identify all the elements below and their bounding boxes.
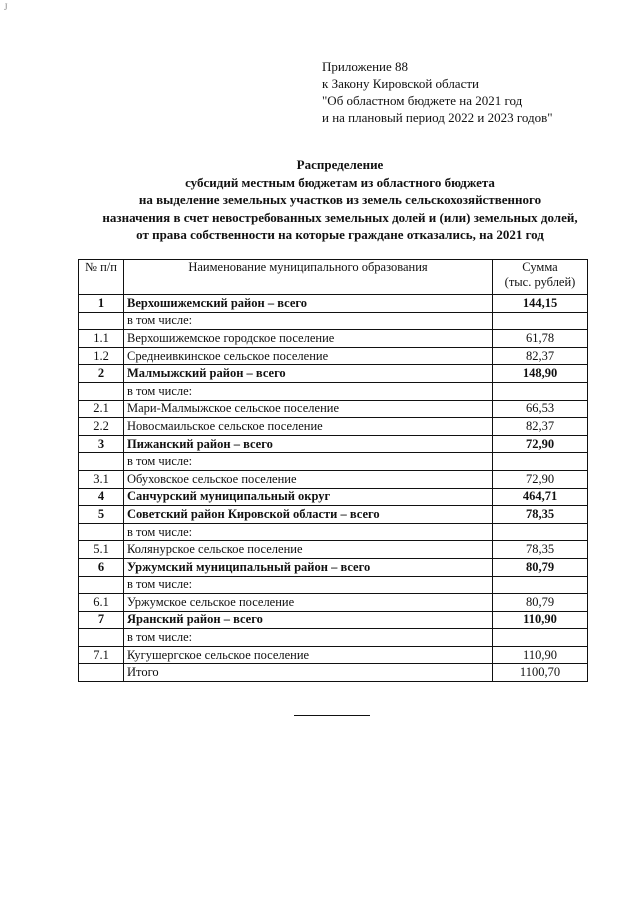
- row-sum: [493, 576, 588, 594]
- row-number: [79, 523, 124, 541]
- row-municipality: Мари-Малмыжское сельское поселение: [124, 400, 493, 418]
- row-number: 5: [79, 506, 124, 524]
- row-municipality: в том числе:: [124, 523, 493, 541]
- row-number: 6.1: [79, 594, 124, 612]
- row-sum: 78,35: [493, 541, 588, 559]
- title-line-5: от права собственности на которые граждане отказались, на 2021 год: [136, 227, 544, 242]
- row-sum: [493, 523, 588, 541]
- table-row: [79, 382, 588, 400]
- row-municipality: в том числе:: [124, 576, 493, 594]
- document-title: [60, 156, 620, 244]
- row-number: [79, 312, 124, 330]
- row-sum: 110,90: [493, 611, 588, 629]
- row-number: [79, 629, 124, 647]
- table-row: [79, 558, 588, 576]
- row-sum: 110,90: [493, 646, 588, 664]
- row-sum: 80,79: [493, 594, 588, 612]
- table-row: [79, 347, 588, 365]
- table-row: [79, 523, 588, 541]
- row-number: 6: [79, 558, 124, 576]
- row-sum: 66,53: [493, 400, 588, 418]
- table-row: [79, 629, 588, 647]
- table-row: [79, 365, 588, 383]
- distribution-table: [78, 259, 588, 682]
- row-number: 5.1: [79, 541, 124, 559]
- row-municipality: Обуховское сельское поселение: [124, 470, 493, 488]
- row-municipality: Итого: [124, 664, 493, 682]
- row-municipality: в том числе:: [124, 453, 493, 471]
- row-sum: 464,71: [493, 488, 588, 506]
- table-row: [79, 594, 588, 612]
- row-municipality: Уржумское сельское поселение: [124, 594, 493, 612]
- row-number: [79, 453, 124, 471]
- table-row: [79, 453, 588, 471]
- row-sum: [493, 382, 588, 400]
- row-sum: 72,90: [493, 470, 588, 488]
- row-number: 2: [79, 365, 124, 383]
- row-municipality: Санчурский муниципальный округ: [124, 488, 493, 506]
- row-sum: 82,37: [493, 418, 588, 436]
- header-number: № п/п: [79, 260, 124, 295]
- annex-block: [322, 58, 553, 126]
- header-sum: [493, 260, 588, 295]
- row-municipality: Среднеивкинское сельское поселение: [124, 347, 493, 365]
- row-municipality: Кугушергское сельское поселение: [124, 646, 493, 664]
- title-line-3: на выделение земельных участков из земель сельскохозяйственного: [138, 192, 542, 207]
- table-row: [79, 541, 588, 559]
- row-municipality: Яранский район – всего: [124, 611, 493, 629]
- table-row: [79, 646, 588, 664]
- row-number: [79, 382, 124, 400]
- row-municipality: в том числе:: [124, 312, 493, 330]
- row-sum: 1100,70: [493, 664, 588, 682]
- table-header-row: [79, 260, 588, 295]
- row-number: 1: [79, 295, 124, 313]
- row-number: 7.1: [79, 646, 124, 664]
- row-municipality: в том числе:: [124, 629, 493, 647]
- corner-mark: J: [4, 2, 8, 12]
- row-number: 3.1: [79, 470, 124, 488]
- table-row: [79, 470, 588, 488]
- table-row: [79, 400, 588, 418]
- row-number: 2.1: [79, 400, 124, 418]
- table-row: [79, 330, 588, 348]
- row-municipality: Верхошижемский район – всего: [124, 295, 493, 313]
- row-number: 4: [79, 488, 124, 506]
- row-municipality: Колянурское сельское поселение: [124, 541, 493, 559]
- table-row: [79, 611, 588, 629]
- annex-law-title-2: и на плановый период 2022 и 2023 годов": [322, 110, 553, 125]
- title-line-2: субсидий местным бюджетам из областного бюджета: [185, 174, 495, 190]
- row-municipality: в том числе:: [124, 382, 493, 400]
- table-row: [79, 664, 588, 682]
- row-number: 3: [79, 435, 124, 453]
- header-municipality: Наименование муниципального образования: [124, 260, 493, 295]
- row-number: 7: [79, 611, 124, 629]
- row-sum: 82,37: [493, 347, 588, 365]
- row-number: [79, 576, 124, 594]
- row-sum: 144,15: [493, 295, 588, 313]
- row-sum: [493, 453, 588, 471]
- row-sum: 80,79: [493, 558, 588, 576]
- annex-number: Приложение 88: [322, 59, 409, 74]
- title-line-4: назначения в счет невостребованных земельных долей и (или) земельных долей,: [102, 209, 578, 225]
- row-sum: [493, 312, 588, 330]
- header-sum-label: Сумма: [522, 260, 558, 274]
- table-row: [79, 435, 588, 453]
- row-number: 2.2: [79, 418, 124, 436]
- table-row: [79, 488, 588, 506]
- header-sum-unit: (тыс. рублей): [504, 275, 576, 289]
- row-sum: [493, 629, 588, 647]
- row-sum: 78,35: [493, 506, 588, 524]
- row-sum: 148,90: [493, 365, 588, 383]
- row-municipality: Малмыжский район – всего: [124, 365, 493, 383]
- row-number: [79, 664, 124, 682]
- table-row: [79, 506, 588, 524]
- row-municipality: Уржумский муниципальный район – всего: [124, 558, 493, 576]
- row-municipality: Пижанский район – всего: [124, 435, 493, 453]
- table-row: [79, 295, 588, 313]
- footer-divider: [294, 715, 370, 716]
- table-row: [79, 312, 588, 330]
- row-sum: 61,78: [493, 330, 588, 348]
- table-row: [79, 576, 588, 594]
- annex-law-title-1: "Об областном бюджете на 2021 год: [322, 93, 523, 108]
- annex-law: к Закону Кировской области: [322, 76, 479, 91]
- table-row: [79, 418, 588, 436]
- row-sum: 72,90: [493, 435, 588, 453]
- row-number: 1.2: [79, 347, 124, 365]
- row-municipality: Верхошижемское городское поселение: [124, 330, 493, 348]
- title-line-1: Распределение: [296, 157, 384, 172]
- row-number: 1.1: [79, 330, 124, 348]
- row-municipality: Новосмаильское сельское поселение: [124, 418, 493, 436]
- row-municipality: Советский район Кировской области – всего: [124, 506, 493, 524]
